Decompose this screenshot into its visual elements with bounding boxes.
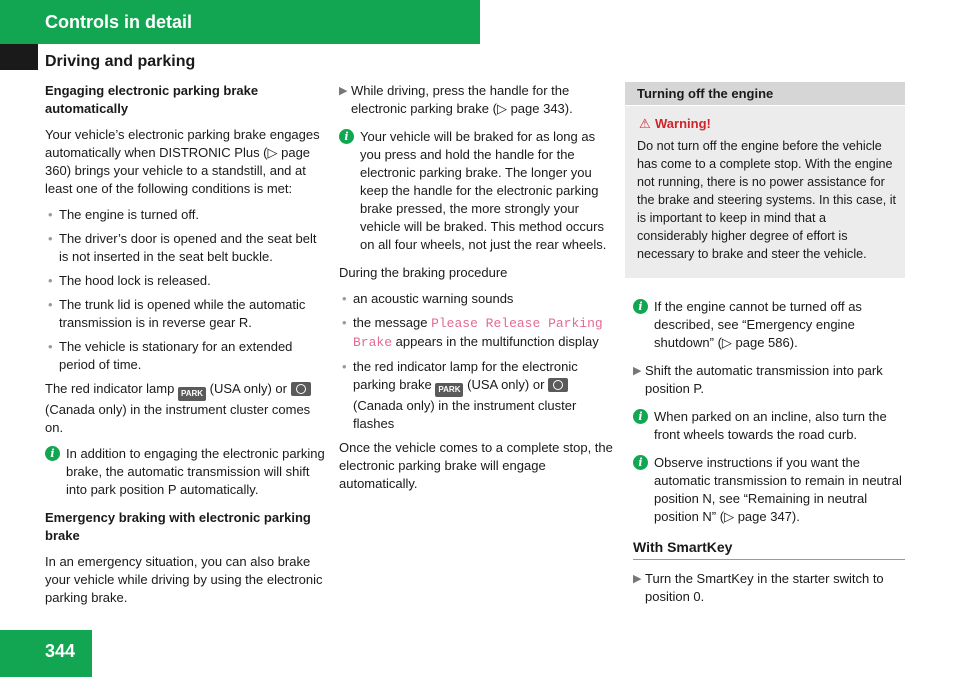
subsection-title: Driving and parking	[45, 53, 196, 70]
list-item: • The vehicle is stationary for an extended period of time.	[48, 339, 293, 372]
info-icon: i	[633, 409, 648, 424]
column-left	[45, 82, 325, 615]
warning-title: ⚠ Warning!	[639, 116, 711, 131]
list-item: • The engine is turned off.	[48, 207, 199, 222]
list-item: • The trunk lid is opened while the automatic transmission is in reverse gear R.	[48, 297, 306, 330]
list-item: • an acoustic warning sounds	[342, 291, 514, 306]
info-icon: i	[45, 446, 60, 461]
heading-auto-engage: Engaging electronic parking brake automatically	[45, 83, 259, 116]
list-item: • the message Please Release Parking Brake appears in the multifunction display	[342, 315, 603, 350]
info-note: i Your vehicle will be braked for as long as you press and hold the handle for the electronic parking brake. The longer you keep the handle for the electronic parking brake pressed, the more strongly your vehicle will be braked. This method occurs on all four wheels, not just the rear wheels.	[339, 128, 615, 254]
instruction-step: ▶ Turn the SmartKey in the starter switch to position 0.	[633, 571, 884, 604]
heading-emergency-braking: Emergency braking with electronic parking brake	[45, 510, 311, 543]
column-middle	[339, 82, 615, 501]
warning-text: Do not turn off the engine before the vehicle has come to a complete stop. With the engine not running, there is no power assistance for the brake and steering systems. In this case, it is important to keep in mind that a considerably higher degree of effort is necessary to brake and steer the vehicle.	[637, 139, 896, 261]
park-lamp-icon: PARK	[178, 387, 206, 401]
info-note: i In addition to engaging the electronic parking brake, the automatic transmission will shift into park position P automatically.	[45, 445, 325, 499]
paragraph-indicator-lamp: The red indicator lamp PARK (USA only) or (Canada only) in the instrument cluster comes on.	[45, 381, 311, 435]
arrow-icon: ▶	[339, 85, 348, 97]
paragraph-emergency: In an emergency situation, you can also brake your vehicle while driving by using the electronic parking brake.	[45, 554, 323, 605]
heading-smartkey: With SmartKey	[633, 538, 905, 560]
paragraph-during: During the braking procedure	[339, 265, 508, 280]
instruction-step: ▶ While driving, press the handle for the electronic parking brake (▷ page 343).	[339, 83, 573, 116]
list-item: • the red indicator lamp for the electronic parking brake PARK (USA only) or (Canada only) in the instrument cluster flashes	[342, 359, 578, 431]
page-number: 344	[45, 641, 76, 661]
paragraph-intro: Your vehicle’s electronic parking brake engages automatically when DISTRONIC Plus (▷ page 360) brings your vehicle to a standstill, and at least one of the following conditions is met:	[45, 127, 320, 196]
list-item: • The driver’s door is opened and the seat belt is not inserted in the seat belt buckle.	[48, 231, 317, 264]
info-note: i When parked on an incline, also turn the front wheels towards the road curb.	[633, 408, 905, 444]
section-title: Controls in detail	[45, 12, 193, 32]
parking-brake-lamp-icon	[548, 378, 568, 392]
info-note: i Observe instructions if you want the automatic transmission to remain in neutral position N, see “Remaining in neutral position N” (▷ page 347).	[633, 454, 905, 526]
warning-triangle-icon: ⚠	[639, 116, 651, 131]
paragraph-complete-stop: Once the vehicle comes to a complete stop, the electronic parking brake will engage automatically.	[339, 440, 613, 491]
info-note: i If the engine cannot be turned off as described, see “Emergency engine shutdown” (▷ page 586).	[633, 298, 905, 352]
list-item: • The hood lock is released.	[48, 273, 211, 288]
info-icon: i	[633, 455, 648, 470]
info-icon: i	[339, 129, 354, 144]
column-right	[633, 298, 905, 616]
info-icon: i	[633, 299, 648, 314]
subsection-marker	[0, 44, 38, 70]
box-title: Turning off the engine	[625, 82, 905, 105]
arrow-icon: ▶	[633, 573, 642, 585]
arrow-icon: ▶	[633, 365, 642, 377]
warning-box	[625, 106, 905, 278]
parking-brake-lamp-icon	[291, 382, 311, 396]
display-message: Please Release Parking Brake	[353, 316, 603, 350]
park-lamp-icon: PARK	[435, 383, 463, 397]
instruction-step: ▶ Shift the automatic transmission into park position P.	[633, 363, 883, 396]
